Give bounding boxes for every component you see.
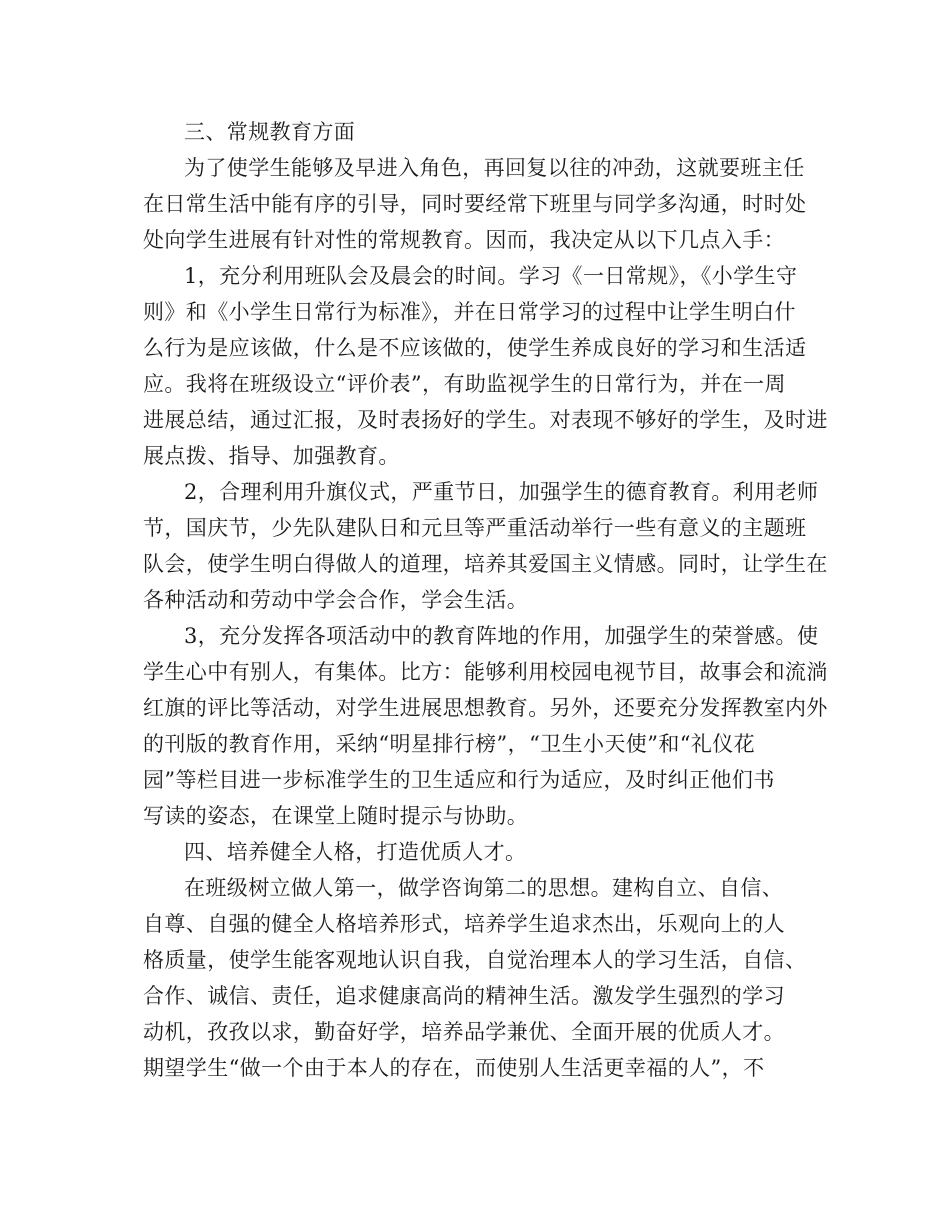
paragraph-line: 期望学生“做一个由于本人的存在，而使别人生活更幸福的人”，不: [143, 1056, 765, 1080]
paragraph-line: 3，充分发挥各项活动中的教育阵地的作用，加强学生的荣誉感。使: [184, 624, 819, 648]
paragraph-line: 红旗的评比等活动，对学生进展思想教育。另外，还要充分发挥教室内外: [143, 696, 828, 720]
paragraph-line: 展点拨、指导、加强教育。: [143, 444, 400, 468]
section-heading: 四、培养健全人格，打造优质人才。: [184, 840, 527, 864]
paragraph-line: 写读的姿态，在课堂上随时提示与协助。: [143, 804, 529, 828]
paragraph-line: 1，充分利用班队会及晨会的时间。学习《一日常规》，《小学生守: [184, 264, 798, 288]
paragraph-line: 合作、诚信、责任，追求健康高尚的精神生活。激发学生强烈的学习: [143, 984, 785, 1008]
paragraph-line: 则》和《小学生日常行为标准》，并在日常学习的过程中让学生明白什: [143, 300, 796, 324]
paragraph-line: 队会，使学生明白得做人的道理，培养其爱国主义情感。同时，让学生在: [143, 552, 828, 576]
paragraph-line: 为了使学生能够及早进入角色，再回复以往的冲劲，这就要班主任: [184, 156, 805, 180]
paragraph-line: 自尊、自强的健全人格培养形式，培养学生追求杰出，乐观向上的人: [143, 912, 785, 936]
paragraph-line: 各种活动和劳动中学会合作，学会生活。: [143, 588, 529, 612]
paragraph-line: 的刊版的教育作用，采纳“明星排行榜”，“卫生小天使”和“礼仪花: [143, 732, 756, 756]
paragraph-line: 2，合理利用升旗仪式，严重节日，加强学生的德育教育。利用老师: [184, 480, 819, 504]
section-heading: 三、常规教育方面: [184, 120, 356, 144]
paragraph-line: 格质量，使学生能客观地认识自我，自觉治理本人的学习生活，自信、: [143, 948, 807, 972]
paragraph-line: 动机，孜孜以求，勤奋好学，培养品学兼优、全面开展的优质人才。: [143, 1020, 785, 1044]
paragraph-line: 么行为是应该做，什么是不应该做的，使学生养成良好的学习和生活适: [143, 336, 807, 360]
paragraph-line: 节，国庆节，少先队建队日和元旦等严重活动举行一些有意义的主题班: [143, 516, 807, 540]
paragraph-line: 园”等栏目进一步标准学生的卫生适应和行为适应，及时纠正他们书: [143, 768, 775, 792]
paragraph-line: 在班级树立做人第一，做学咨询第二的思想。建构自立、自信、: [184, 876, 784, 900]
paragraph-line: 在日常生活中能有序的引导，同时要经常下班里与同学多沟通，时时处: [143, 192, 807, 216]
paragraph-line: 应。我将在班级设立“评价表”，有助监视学生的日常行为，并在一周: [143, 372, 786, 396]
paragraph-line: 学生心中有别人，有集体。比方：能够利用校园电视节目，故事会和流淌: [143, 660, 828, 684]
paragraph-line: 处向学生进展有针对性的常规教育。因而，我决定从以下几点入手：: [143, 228, 785, 252]
paragraph-line: 进展总结，通过汇报，及时表扬好的学生。对表现不够好的学生，及时进: [143, 408, 828, 432]
